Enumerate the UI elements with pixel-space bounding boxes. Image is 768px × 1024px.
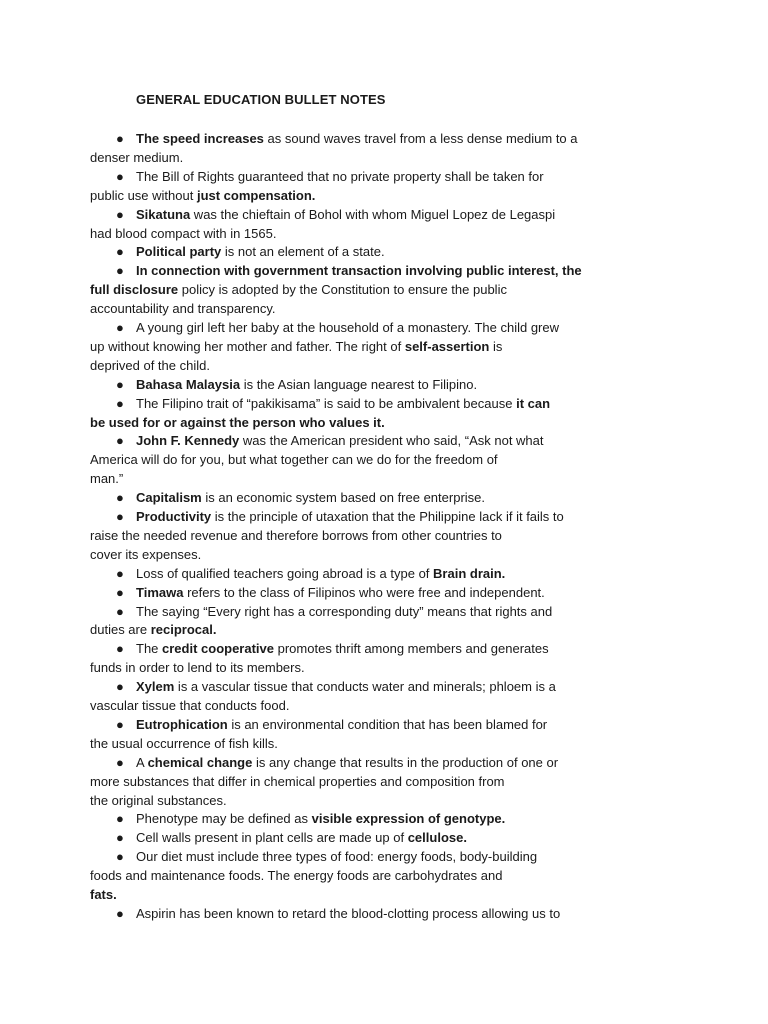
continuation-line [90, 791, 227, 810]
continuation-line [90, 337, 502, 356]
text: funds in order to lend to its members. [90, 660, 305, 676]
bullet-item-line [116, 394, 550, 413]
bullet-icon: ● [116, 168, 124, 184]
text: more substances that differ in chemical properties and composition from [90, 773, 505, 789]
text: public use without [90, 187, 197, 203]
text: is not an element of a state. [221, 244, 385, 260]
continuation-line [90, 545, 201, 564]
bold-text: John F. Kennedy [136, 433, 240, 449]
bold-text: The speed increases [136, 131, 264, 146]
text: is any change that results in the production of one or [252, 754, 559, 770]
text: promotes thrift among members and generates [274, 641, 549, 657]
bullet-item-line [116, 639, 549, 658]
text: The Filipino trait of “pakikisama” is said to be ambivalent because [136, 395, 517, 411]
bullet-item-line [116, 904, 560, 923]
bullet-icon: ● [116, 490, 124, 506]
text: the original substances. [90, 792, 227, 808]
bullet-icon: ● [116, 716, 124, 732]
bold-text: self-assertion [404, 338, 490, 354]
continuation-line [90, 356, 210, 375]
text: up without knowing her mother and father. The right of [90, 338, 405, 354]
text: vascular tissue that conducts food. [90, 698, 290, 713]
text: Phenotype may be defined as [136, 811, 312, 827]
bullet-icon: ● [116, 905, 124, 921]
continuation-line [90, 866, 502, 885]
continuation-line [90, 734, 278, 753]
continuation-line [90, 413, 385, 432]
bullet-item-line [116, 809, 505, 828]
bold-text: chemical change [147, 754, 253, 770]
bold-text: Brain drain. [433, 565, 506, 581]
bullet-item-line [116, 847, 537, 866]
bold-text: Timawa [136, 584, 184, 600]
bold-text: just compensation. [196, 187, 316, 203]
continuation-line [90, 620, 216, 639]
text: The [136, 641, 163, 657]
text: Cell walls present in plant cells are made up of [136, 830, 408, 846]
continuation-line [90, 280, 507, 299]
bold-text: Capitalism [136, 490, 202, 506]
bullet-icon: ● [116, 811, 124, 827]
bullet-item-line [116, 431, 544, 450]
text: is the Asian language nearest to Filipino. [240, 376, 478, 392]
document-title: GENERAL EDUCATION BULLET NOTES [136, 92, 386, 107]
bullet-icon: ● [116, 603, 124, 619]
bullet-item-line [116, 375, 477, 394]
bullet-icon: ● [116, 131, 124, 146]
bullet-item-line [116, 205, 555, 224]
text: the usual occurrence of fish kills. [90, 735, 278, 751]
continuation-line [90, 526, 502, 545]
continuation-line [90, 658, 305, 677]
bold-text: Bahasa Malaysia [136, 376, 241, 392]
bold-text: be used for or against the person who values it. [90, 414, 385, 430]
bold-text: Sikatuna [136, 206, 191, 222]
bullet-icon: ● [116, 433, 124, 449]
text: is a vascular tissue that conducts water and minerals; phloem is a [174, 679, 556, 695]
bullet-icon: ● [116, 849, 124, 865]
bold-text: full disclosure [90, 282, 179, 298]
text: is an environmental condition that has been blamed for [227, 716, 548, 732]
text: The Bill of Rights guaranteed that no private property shall be taken for [136, 168, 544, 184]
text: was the chieftain of Bohol with whom Miguel Lopez de Legaspi [190, 206, 556, 222]
bullet-icon: ● [116, 641, 124, 657]
bold-text: Political party [136, 244, 222, 260]
bold-text: credit cooperative [162, 641, 275, 657]
text: duties are [90, 622, 151, 638]
bold-text: Eutrophication [136, 716, 228, 732]
bullet-item-line [116, 129, 578, 148]
text: refers to the class of Filipinos who were free and independent. [183, 584, 545, 600]
bullet-icon: ● [116, 206, 124, 222]
bullet-icon: ● [116, 679, 124, 695]
continuation-line [90, 224, 276, 243]
bullet-icon: ● [116, 565, 124, 581]
text: man.” [90, 471, 124, 487]
text: deprived of the child. [90, 357, 210, 373]
bullet-icon: ● [116, 584, 124, 600]
bold-text: it can [516, 395, 551, 411]
text: raise the needed revenue and therefore borrows from other countries to [90, 527, 502, 543]
continuation-line [90, 299, 275, 318]
text: Loss of qualified teachers going abroad is a type of [136, 565, 434, 581]
continuation-line [90, 469, 123, 488]
bold-text: cellulose. [407, 830, 467, 846]
bold-text: visible expression of genotype. [311, 811, 506, 827]
bullet-item-line [116, 261, 582, 280]
bold-text: In connection with government transaction involving public interest, the [136, 263, 582, 279]
bullet-item-line [116, 715, 547, 734]
text: policy is adopted by the Constitution to ensure the public [178, 282, 507, 298]
text: A young girl left her baby at the household of a monastery. The child grew [136, 320, 559, 335]
text: America will do for you, but what together can we do for the freedom of [90, 452, 498, 468]
bullet-icon: ● [116, 754, 124, 770]
text: is [489, 338, 503, 354]
continuation-line [90, 186, 315, 205]
text: had blood compact with in 1565. [90, 225, 277, 241]
continuation-line [90, 148, 183, 167]
bullet-icon: ● [116, 320, 124, 335]
continuation-line [90, 885, 117, 904]
bullet-item-line [116, 564, 505, 583]
bold-text: reciprocal. [150, 622, 217, 638]
text: The saying “Every right has a corresponding duty” means that rights and [136, 603, 553, 619]
continuation-line [90, 772, 505, 791]
bullet-item-line [116, 753, 558, 772]
bold-text: fats. [90, 887, 117, 902]
bold-text: Xylem [136, 679, 175, 695]
bullet-item-line [116, 242, 385, 261]
text: accountability and transparency. [90, 301, 276, 317]
bullet-item-line [116, 602, 552, 621]
bullet-item-line [116, 318, 559, 337]
bullet-item-line [116, 677, 556, 696]
bullet-icon: ● [116, 830, 124, 846]
text: is the principle of utaxation that the Philippine lack if it fails to [211, 509, 564, 524]
bullet-icon: ● [116, 376, 124, 392]
text: foods and maintenance foods. The energy foods are carbohydrates and [90, 868, 503, 884]
bullet-icon: ● [116, 263, 124, 279]
bullet-item-line [116, 488, 485, 507]
text: denser medium. [90, 149, 184, 165]
text: is an economic system based on free enterprise. [201, 490, 486, 506]
bullet-icon: ● [116, 509, 124, 524]
bullet-icon: ● [116, 395, 124, 411]
text: Aspirin has been known to retard the blood-clotting process allowing us to [136, 905, 561, 921]
bullet-item-line [116, 828, 467, 847]
text: cover its expenses. [90, 546, 202, 562]
bold-text: Productivity [136, 509, 212, 524]
continuation-line [90, 450, 498, 469]
text: A [136, 754, 148, 770]
bullet-item-line [116, 507, 564, 526]
continuation-line [90, 696, 289, 715]
text: as sound waves travel from a less dense medium to a [263, 131, 578, 146]
bullet-item-line [116, 583, 545, 602]
text: Our diet must include three types of food: energy foods, body-building [136, 849, 538, 865]
bullet-item-line [116, 167, 544, 186]
text: was the American president who said, “Ask not what [239, 433, 544, 449]
bullet-icon: ● [116, 244, 124, 260]
